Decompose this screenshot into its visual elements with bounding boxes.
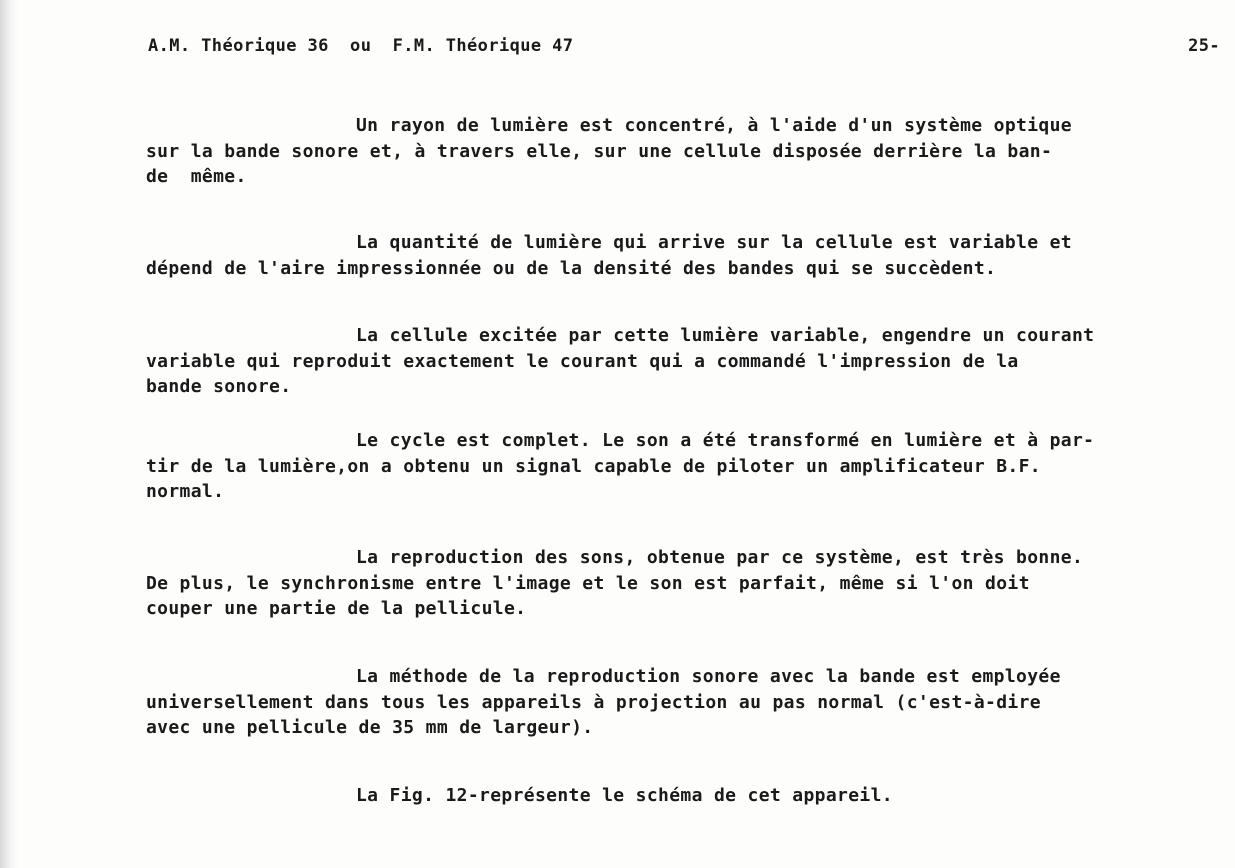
header-title: A.M. Théorique 36 ou F.M. Théorique 47 [148,36,574,56]
paragraph-line: bande sonore. [146,376,292,397]
paragraph-line: avec une pellicule de 35 mm de largeur). [146,717,594,738]
paragraph-6 [146,664,1232,741]
paragraph-3 [146,323,1232,400]
paragraph-4 [146,428,1232,505]
paragraph-line: La cellule excitée par cette lumière variable, engendre un courant [356,325,1095,346]
paragraph-2 [146,230,1232,281]
paragraph-line: de même. [146,166,247,187]
paragraph-line: La Fig. 12-représente le schéma de cet appareil. [356,785,893,806]
paragraph-line: tir de la lumière,on a obtenu un signal capable de piloter un amplificateur B.F. [146,455,1041,477]
paragraph-line: couper une partie de la pellicule. [146,598,527,619]
paragraph-line: Un rayon de lumière est concentré, à l'aide d'un système optique [356,115,1072,136]
paragraph-line: dépend de l'aire impressionnée ou de la densité des bandes qui se succèdent. [146,257,997,279]
paragraph-7 [146,783,1232,809]
paragraph-line: universellement dans tous les appareils à projection au pas normal (c'est-à-dire [146,691,1041,713]
scan-edge-shadow [0,0,18,868]
paragraph-5 [146,545,1232,622]
paragraph-line: La méthode de la reproduction sonore avec la bande est employée [356,666,1061,687]
paragraph-line: variable qui reproduit exactement le courant qui a commandé l'impression de la [146,350,1019,372]
paragraph-line: Le cycle est complet. Le son a été transformé en lumière et à par- [356,430,1095,451]
paragraph-line: normal. [146,481,225,502]
paragraph-1 [146,113,1232,190]
paragraph-line: sur la bande sonore et, à travers elle, sur une cellule disposée derrière la ban- [146,140,1053,162]
paragraph-line: De plus, le synchronisme entre l'image et le son est parfait, même si l'on doit [146,572,1030,594]
paragraph-line: La quantité de lumière qui arrive sur la cellule est variable et [356,232,1072,253]
page-header [148,34,1220,58]
page-number: 25- [1188,36,1220,56]
paragraph-line: La reproduction des sons, obtenue par ce système, est très bonne. [356,547,1084,568]
